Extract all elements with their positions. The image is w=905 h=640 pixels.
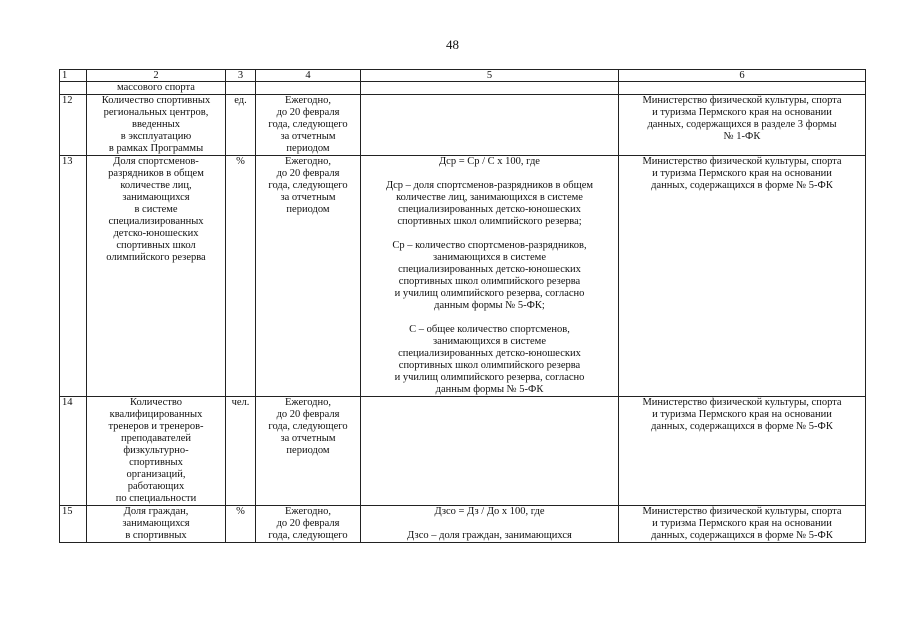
- table-row: [60, 506, 866, 543]
- reporting-period-line: Ежегодно,: [284, 95, 332, 106]
- unit: ед.: [226, 95, 256, 156]
- table-row: [60, 156, 866, 397]
- data-source-line: № 1-ФК: [723, 131, 761, 142]
- data-source-line: Министерство физической культуры, спорта: [642, 156, 842, 167]
- reporting-period-line: до 20 февраля: [276, 518, 340, 529]
- data-source-line: и туризма Пермского края на основании: [652, 107, 832, 118]
- reporting-period-line: за отчетным: [280, 192, 336, 203]
- data-source-line: Министерство физической культуры, спорта: [642, 397, 842, 408]
- data-source-line: данных, содержащихся в форме № 5-ФК: [651, 530, 833, 541]
- indicator-name-line: в эксплуатацию: [120, 131, 192, 142]
- column-number: 5: [361, 70, 619, 82]
- column-number: 3: [226, 70, 256, 82]
- reporting-period-line: года, следующего: [268, 530, 348, 541]
- calculation-formula: [361, 506, 619, 543]
- column-number: 4: [256, 70, 361, 82]
- reporting-period-line: периодом: [286, 204, 330, 215]
- data-source-line: и туризма Пермского края на основании: [652, 518, 832, 529]
- column-number: 6: [619, 70, 866, 82]
- reporting-period: [256, 95, 361, 156]
- formula-paragraph: С – общее количество спортсменов, занимающихся в системе специализированных детско-юношеских спортивных школ олимпийского резерва и училищ олимпийского резерва, согласно данным формы № 5-ФК: [394, 324, 585, 395]
- formula-paragraph: Ср – количество спортсменов-разрядников, занимающихся в системе специализированных детско-юношеских спортивных школ олимпийского резерва и училищ олимпийского резерва, согласно данным формы № 5-ФК;: [392, 240, 587, 311]
- reporting-period-line: до 20 февраля: [276, 168, 340, 179]
- indicator-name-line: Доля граждан,: [123, 506, 189, 517]
- unit: чел.: [226, 397, 256, 506]
- reporting-period-line: до 20 февраля: [276, 409, 340, 420]
- row-number: 14: [60, 397, 87, 506]
- indicator-name-line: преподавателей: [120, 433, 192, 444]
- indicator-name: [87, 506, 226, 543]
- indicators-table: [59, 69, 866, 543]
- reporting-period-line: за отчетным: [280, 131, 336, 142]
- formula-paragraph: Дзсо = Дз / До х 100, где: [434, 506, 545, 517]
- indicator-name-line: работающих: [127, 481, 185, 492]
- data-source: [619, 156, 866, 397]
- indicator-name: массового спорта: [87, 82, 226, 95]
- data-source: [619, 397, 866, 506]
- reporting-period: [256, 506, 361, 543]
- indicator-name-line: разрядников в общем: [108, 168, 204, 179]
- indicator-name-line: детско-юношеских: [113, 228, 199, 239]
- table-row: [60, 397, 866, 506]
- reporting-period-line: Ежегодно,: [284, 156, 332, 167]
- table-row: [60, 95, 866, 156]
- indicator-name-line: региональных центров,: [103, 107, 209, 118]
- carry-over-row: [60, 82, 866, 95]
- reporting-period-line: Ежегодно,: [284, 397, 332, 408]
- unit: %: [226, 156, 256, 397]
- indicator-name-line: физкультурно-: [123, 445, 189, 456]
- indicator-name-line: в рамках Программы: [108, 143, 204, 154]
- data-source: [619, 506, 866, 543]
- indicator-name: [87, 156, 226, 397]
- formula-paragraph: Дср – доля спортсменов-разрядников в общем количестве лиц, занимающихся в системе специализированных детско-юношеских спортивных школ олимпийского резерва;: [385, 180, 594, 227]
- data-source-line: Министерство физической культуры, спорта: [642, 506, 842, 517]
- indicator-name-line: по специальности: [115, 493, 197, 504]
- unit: %: [226, 506, 256, 543]
- indicator-name-line: тренеров и тренеров-: [108, 421, 204, 432]
- indicator-name-line: Доля спортсменов-: [113, 156, 199, 167]
- formula-paragraph: Дср = Ср / С х 100, где: [439, 156, 540, 167]
- indicator-name-line: Количество: [129, 397, 183, 408]
- data-source-line: данных, содержащихся в форме № 5-ФК: [651, 180, 833, 191]
- indicator-name-line: занимающихся: [122, 192, 190, 203]
- calculation-formula: [361, 95, 619, 156]
- reporting-period-line: до 20 февраля: [276, 107, 340, 118]
- indicator-name: [87, 95, 226, 156]
- formula-paragraph: Дзсо – доля граждан, занимающихся: [407, 530, 572, 541]
- calculation-formula: [361, 397, 619, 506]
- column-number: 1: [60, 70, 87, 82]
- row-number: 13: [60, 156, 87, 397]
- indicator-name-line: Количество спортивных: [101, 95, 211, 106]
- indicator-name-line: квалифицированных: [109, 409, 203, 420]
- reporting-period-line: года, следующего: [268, 421, 348, 432]
- page-number: 48: [446, 37, 459, 52]
- indicator-name-line: специализированных: [108, 216, 204, 227]
- reporting-period-line: периодом: [286, 143, 330, 154]
- data-source-line: данных, содержащихся в разделе 3 формы: [647, 119, 837, 130]
- data-source-line: и туризма Пермского края на основании: [652, 409, 832, 420]
- indicator-name-line: в спортивных: [125, 530, 187, 541]
- row-number: 15: [60, 506, 87, 543]
- data-source-line: и туризма Пермского края на основании: [652, 168, 832, 179]
- indicator-name-line: количестве лиц,: [120, 180, 192, 191]
- reporting-period: [256, 156, 361, 397]
- reporting-period-line: за отчетным: [280, 433, 336, 444]
- reporting-period-line: Ежегодно,: [284, 506, 332, 517]
- column-number: 2: [87, 70, 226, 82]
- indicator-name-line: организаций,: [126, 469, 186, 480]
- row-number: 12: [60, 95, 87, 156]
- data-source-line: Министерство физической культуры, спорта: [642, 95, 842, 106]
- reporting-period: [256, 397, 361, 506]
- data-source: [619, 95, 866, 156]
- calculation-formula: [361, 156, 619, 397]
- column-number-row: [60, 70, 866, 82]
- indicator-name: [87, 397, 226, 506]
- reporting-period-line: года, следующего: [268, 119, 348, 130]
- data-source-line: данных, содержащихся в форме № 5-ФК: [651, 421, 833, 432]
- indicator-name-line: олимпийского резерва: [106, 252, 206, 263]
- indicator-name-line: введенных: [132, 119, 180, 130]
- indicator-name-line: спортивных школ: [116, 240, 196, 251]
- indicator-name-line: занимающихся: [122, 518, 190, 529]
- reporting-period-line: периодом: [286, 445, 330, 456]
- reporting-period-line: года, следующего: [268, 180, 348, 191]
- indicator-name-line: спортивных: [129, 457, 183, 468]
- indicator-name-line: в системе: [134, 204, 178, 215]
